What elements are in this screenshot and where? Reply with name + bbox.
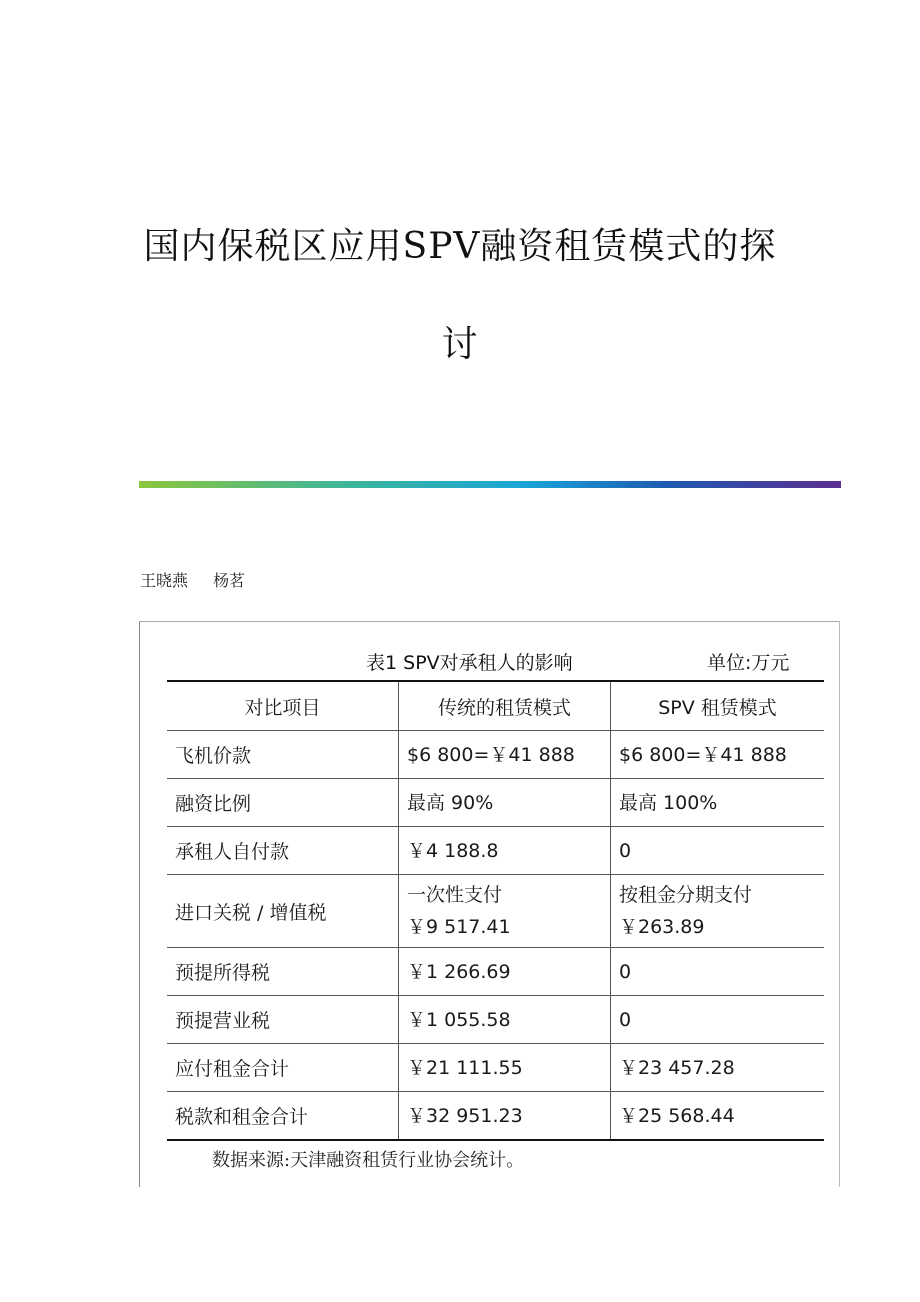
spv-cell [611, 779, 825, 827]
traditional-cell-line: 最高 90% [407, 791, 494, 814]
traditional-cell-line: 一次性支付 [407, 884, 503, 906]
table-row [167, 779, 824, 827]
spv-cell-line: 0 [619, 1008, 632, 1031]
author-name: 杨茗 [213, 571, 246, 590]
spv-cell-line: ￥25 568.44 [619, 1104, 735, 1127]
traditional-cell [399, 1092, 611, 1141]
spv-cell [611, 948, 825, 996]
table-row [167, 875, 824, 948]
row-item-cell: 飞机价款 [167, 731, 399, 779]
spv-cell [611, 1044, 825, 1092]
traditional-cell-line: ￥1 055.58 [407, 1008, 511, 1031]
table-caption-unit: 单位:万元 [707, 652, 790, 674]
row-item-cell: 应付租金合计 [167, 1044, 399, 1092]
traditional-cell-line: $6 800=￥41 888 [407, 743, 575, 766]
spv-cell-line: ￥23 457.28 [619, 1056, 735, 1079]
traditional-cell [399, 948, 611, 996]
table-header-row [167, 681, 824, 731]
table-row [167, 1092, 824, 1141]
table-row [167, 948, 824, 996]
traditional-cell-line: ￥9 517.41 [407, 916, 511, 938]
spv-cell-line: 按租金分期支付 [619, 884, 753, 906]
column-header: 传统的租赁模式 [399, 681, 611, 731]
traditional-cell [399, 996, 611, 1044]
spv-cell-line: 最高 100% [619, 791, 718, 814]
spv-cell [611, 827, 825, 875]
traditional-cell [399, 779, 611, 827]
row-item-cell: 融资比例 [167, 779, 399, 827]
table-source-note: 数据来源:天津融资租赁行业协会统计。 [212, 1150, 525, 1171]
row-item-cell: 税款和租金合计 [167, 1092, 399, 1141]
spv-cell-line: ￥263.89 [619, 916, 705, 938]
traditional-cell-line: ￥21 111.55 [407, 1056, 523, 1079]
row-item-cell: 进口关税 / 增值税 [167, 875, 399, 948]
spv-cell-line: 0 [619, 839, 632, 862]
traditional-cell-line: ￥4 188.8 [407, 839, 499, 862]
spv-cell-line: 0 [619, 960, 632, 983]
column-header: SPV 租赁模式 [611, 681, 825, 731]
gradient-divider [139, 481, 841, 488]
document-title-line-2: 讨 [441, 324, 479, 365]
author-name: 王晓燕 [140, 571, 189, 590]
traditional-cell [399, 731, 611, 779]
table-row [167, 731, 824, 779]
traditional-cell-line: ￥32 951.23 [407, 1104, 523, 1127]
spv-cell-line: $6 800=￥41 888 [619, 743, 787, 766]
authors [140, 568, 265, 591]
document-title-line-1: 国内保税区应用SPV融资租赁模式的探 [143, 226, 777, 267]
spv-cell [611, 996, 825, 1044]
spv-cell [611, 731, 825, 779]
table-row [167, 827, 824, 875]
spv-cell [611, 875, 825, 948]
row-item-cell: 预提所得税 [167, 948, 399, 996]
traditional-cell-line: ￥1 266.69 [407, 960, 511, 983]
traditional-cell [399, 875, 611, 948]
row-item-cell: 承租人自付款 [167, 827, 399, 875]
traditional-cell [399, 1044, 611, 1092]
traditional-cell [399, 827, 611, 875]
table-row [167, 996, 824, 1044]
comparison-table [167, 680, 824, 1141]
table-row [167, 1044, 824, 1092]
column-header: 对比项目 [167, 681, 399, 731]
row-item-cell: 预提营业税 [167, 996, 399, 1044]
spv-cell [611, 1092, 825, 1141]
table-caption-title: 表1 SPV对承租人的影响 [366, 652, 573, 674]
